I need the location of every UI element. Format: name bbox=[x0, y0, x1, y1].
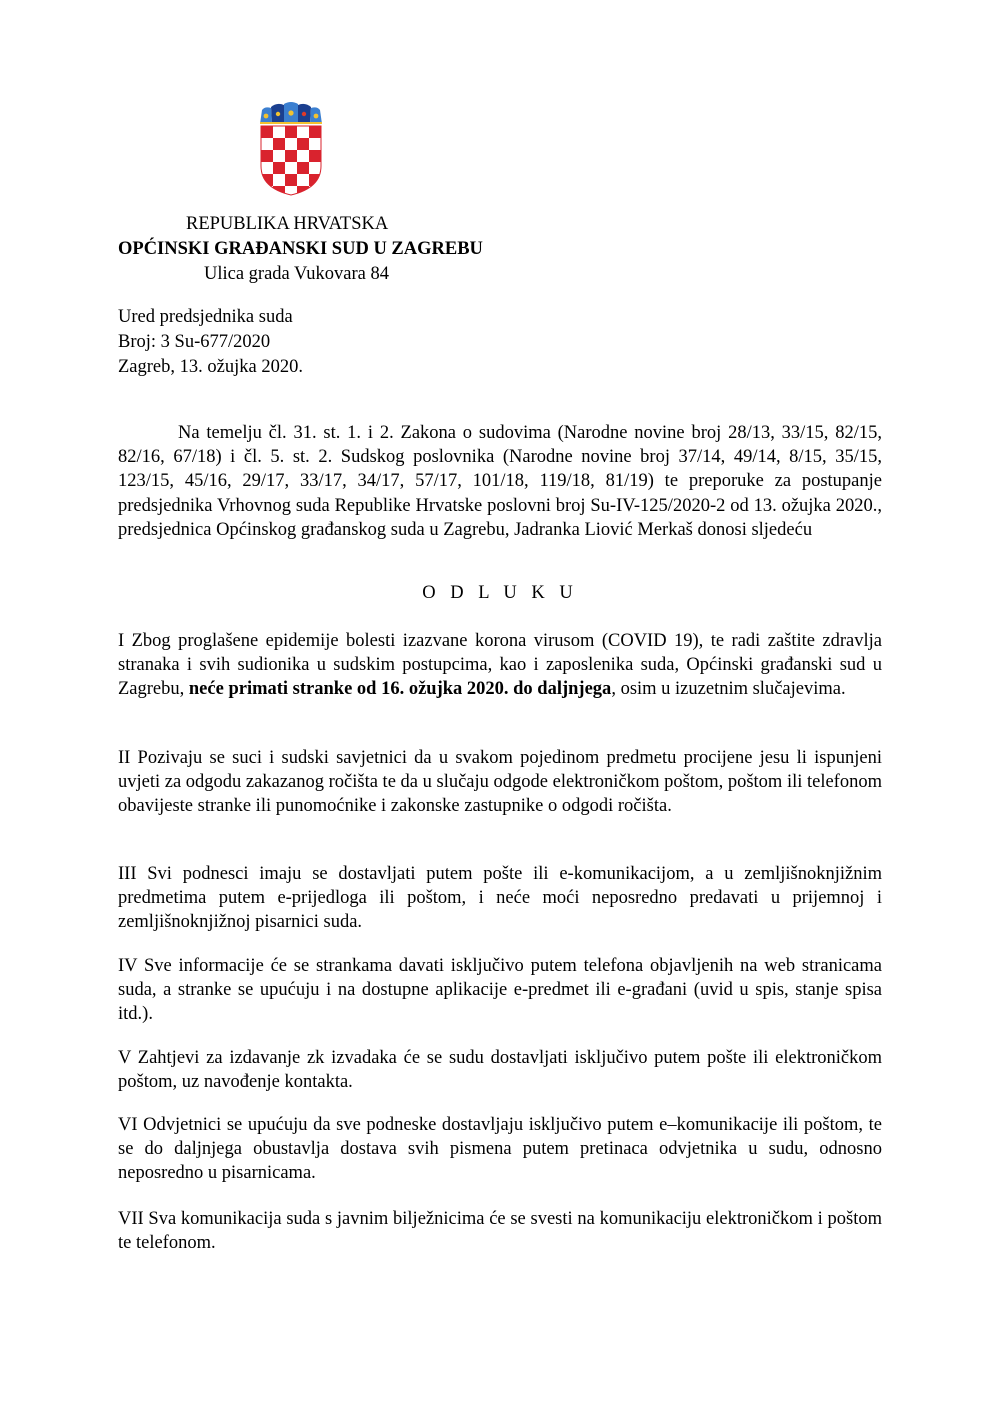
place-date: Zagreb, 13. ožujka 2020. bbox=[118, 357, 303, 377]
decision-item-4: IV Sve informacije će se strankama davati isključivo putem telefona objavljenih na web stranicama suda, a stranke se upućuju i na dostupne aplikacije e-predmet ili e-građani (uvid u spis, stanje spisa itd.). bbox=[118, 956, 882, 1025]
decision-item-1-emphasis: neće primati stranke od 16. ožujka 2020. do daljnjega bbox=[188, 679, 612, 700]
court-address: Ulica grada Vukovara 84 bbox=[204, 264, 390, 284]
decision-item-1 bbox=[118, 629, 882, 702]
court-name: OPĆINSKI GRAĐANSKI SUD U ZAGREBU bbox=[118, 239, 483, 259]
decision-item-6: VI Odvjetnici se upućuju da sve podneske dostavljaju isključivo putem e–komunikacije ili poštom, te se do daljnjega obustavlja dostava svih pismena putem pretinaca odvjetnika u sudu, odnosno neposredno u pisarnicama. bbox=[118, 1115, 882, 1184]
office-name: Ured predsjednika suda bbox=[118, 307, 293, 327]
intro-paragraph: Na temelju čl. 31. st. 1. i 2. Zakona o sudovima (Narodne novine broj 28/13, 33/15, 82/15, 82/16, 67/18) i čl. 5. st. 2. Sudskog poslovnika (Narodne novine broj 37/14, 49/14, 8/15, 35/15, 123/15, 45/16, 29/17, 33/17, 34/17, 57/17, 101/18, 119/18, 81/19) te preporuke za postupanje predsjednika Vrhovnog suda Republike Hrvatske poslovni broj Su-IV-125/2020-2 od 13. ožujka 2020., predsjednica Općinskog građanskog suda u Zagrebu, Jadranka Liović Merkaš donosi sljedeću bbox=[118, 423, 882, 540]
decision-item-1-tail: , osim u izuzetnim slučajevima. bbox=[611, 679, 846, 700]
decision-item-1-text: I Zbog proglašene epidemije bolesti izazvane korona virusom (COVID 19), te radi zaštite zdravlja stranaka i svih sudionika u sudskim postupcima, kao i zaposlenika suda, Općinski građanski sud u Zagrebu, bbox=[118, 631, 882, 700]
country-name: REPUBLIKA HRVATSKA bbox=[186, 214, 389, 234]
document-meta bbox=[118, 305, 303, 380]
crown-icon bbox=[260, 102, 322, 124]
letterhead bbox=[118, 212, 538, 287]
croatian-coat-of-arms-icon bbox=[256, 100, 326, 196]
decision-title: O D L U K U bbox=[422, 583, 578, 603]
case-number: Broj: 3 Su-677/2020 bbox=[118, 332, 271, 352]
decision-item-2: II Pozivaju se suci i sudski savjetnici da u svakom pojedinom predmetu procijene jesu li ispunjeni uvjeti za odgodu zakazanog ročišta te da u slučaju odgode elektroničkom poštom, poštom ili telefonom obavijeste stranke ili punomoćnike i zakonske zastupnike o odgodi ročišta. bbox=[118, 748, 882, 817]
decision-item-7: VII Sva komunikacija suda s javnim bilježnicima će se svesti na komunikaciju elektroničkom i poštom te telefonom. bbox=[118, 1209, 882, 1254]
decision-item-3: III Svi podnesci imaju se dostavljati putem pošte ili e-komunikacijom, a u zemljišnoknjižnim predmetima putem e-prijedloga ili poštom, i neće moći neposredno predavati u prijemnoj i zemljišnoknjižnoj pisarnici suda. bbox=[118, 864, 882, 933]
decision-item-5: V Zahtjevi za izdavanje zk izvadaka će se sudu dostavljati isključivo putem pošte ili elektroničkom poštom, uz navođenje kontakta. bbox=[118, 1048, 882, 1093]
